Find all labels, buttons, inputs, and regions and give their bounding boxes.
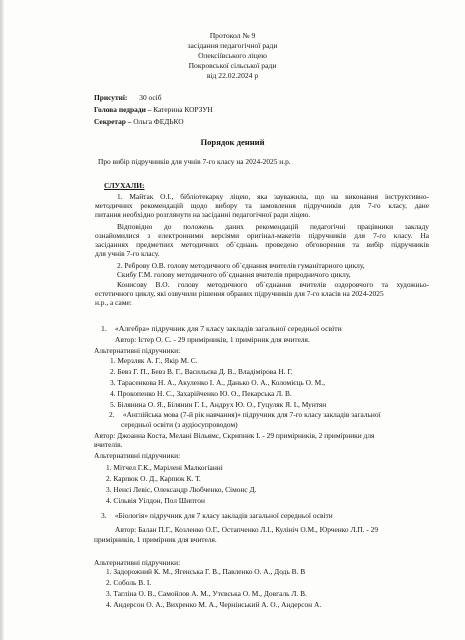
agenda-title: Порядок денний <box>200 137 265 147</box>
heard-p5-line-3: н.р., а саме: <box>95 298 132 307</box>
heard-p2-line-3: засіданнях предметних методичних об`єднань проведено обговорення та вибір підручників <box>95 240 429 249</box>
book-3-title: «Біологія» підручник для 7 класу закладів загальної середньої освіти <box>114 511 333 520</box>
secretary-row <box>94 117 184 126</box>
book-3-alt-label: Альтернативні підручники: <box>94 558 181 567</box>
heard-p2-line-2: ознайомилися з електронними версіями оригінал-макетів підручників для 7-го класу. На <box>95 231 429 240</box>
header-line-2: Олексіївського ліцею <box>198 51 267 60</box>
book-2-alt-2: 2. Карпюк О. Д., Карпюк К. Т. <box>106 474 201 483</box>
secretary-value: Ольга ФЕДЬКО <box>133 117 184 126</box>
heard-p3: 2. Реброву О.В. голову методичного об`єднання вчителів гуманітарного циклу, <box>117 261 365 270</box>
book-3-author-line-1: Автор: Балан П.Г., Козленко О.Г., Остапченко Л.І., Кулініч О.М., Юрченко Л.П. - 29 <box>115 525 379 534</box>
agenda-item: Про вибір підручників для учнів 7-го класу на 2024-2025 н.р. <box>98 157 291 166</box>
heard-p5-line-1: Конисову В.О. голову методичного об`єднання вчителів оздоровчого та художньо- <box>117 280 429 289</box>
book-3-alt-2: 2. Соболь В. І. <box>106 578 152 587</box>
book-1-alt-4: 4. Прокопенко Н. С., Захарійченко Ю. О., Пекарська Л. В. <box>110 389 292 398</box>
chair-row <box>94 105 213 114</box>
heard-p1-line-1: 1. Майтак О.І., бібліотекарку ліцею, яка зауважила, що на виконання інструктивно- <box>117 192 429 201</box>
book-2-title-line-2: середньої освіти (з аудіосупроводом) <box>121 420 238 429</box>
heard-p4: Скибу Г.М. голову методичного об`єднання вчителів природничого циклу, <box>117 270 351 279</box>
present-label: Присутні: <box>94 93 128 102</box>
book-2-alt-3: 3. Ненсі Левіс, Олександр Любченко, Сімонс Д. <box>106 485 257 494</box>
present-row <box>94 93 161 102</box>
book-1-alt-3: 3. Тарасенкова Н. А., Акуленко І. А., Данько О. А., Коломієць О. М., <box>110 378 325 387</box>
book-1-alt-2: 2. Бевз Г. П., Бевз В. Г., Васильєва Д. В., Владімірова Н. Г. <box>110 367 293 376</box>
book-2-author-line-2: вчителів. <box>94 440 123 449</box>
book-2-number: 2. <box>109 410 115 419</box>
heard-p2-line-1: Відповідно до положень даних рекомендацій педагогічні працівники закладу <box>117 222 429 231</box>
present-value: 30 осіб <box>139 93 162 102</box>
heard-p2-line-4: для учнів 7-го класу. <box>95 249 160 258</box>
book-2-title-row <box>109 410 381 419</box>
book-2-alt-1: 1. Мітчел Г.К., Марілені Малкогіанні <box>106 463 223 472</box>
scan-edge-shadow <box>0 0 4 640</box>
book-3-alt-1: 1. Задорожний К. М., Ягенська Г. В., Павленко О. А., Додь В. В <box>106 567 306 576</box>
book-2-author-line-1: Автор: Джоанна Коста, Мелані Вільямс, Скрипник І. - 29 примірників, 2 примірники для <box>94 431 375 440</box>
book-1-alt-1: 1. Мерзляк А. Г., Якір М. С. <box>110 356 198 365</box>
header-line-3: Покровської сільської ради <box>188 61 277 70</box>
book-3-title-row <box>101 511 333 520</box>
secretary-label: Секретар – <box>94 117 132 126</box>
book-1-title: «Алгебра» підручник для 7 класу закладів загальної середньої освіти <box>114 324 342 333</box>
book-2-title-line-1: «Англійська мова (7-й рік навчання)» підручник для 7-го класу закладів загальної <box>122 410 381 419</box>
heard-p1-line-3: питання необхідно розглянути на засіданні педагогічної ради ліцею. <box>95 210 311 219</box>
heard-p5-line-2: естетичного циклу, які озвучили рішення обраних підручників для 7-го класів на 2024-2025 <box>95 289 384 298</box>
book-1-alt-label: Альтернативні підручники: <box>94 346 181 355</box>
header-line-1: засідання педагогічної ради <box>187 41 278 50</box>
heard-label: СЛУХАЛИ: <box>104 181 145 190</box>
book-1-alt-5: 5. Білянина О. Я., Білянин Г. І., Андрух Ю. О., Гуцуляк Я. І., Мунтян <box>110 400 327 409</box>
book-3-alt-3: 3. Тагліна О. В., Самойлов А. М., Утєвська О. М., Довгаль Л. В. <box>106 589 307 598</box>
header-date: від 22.02.2024 р <box>206 71 259 80</box>
heard-p1-line-2: методичних рекомендацій щодо вибору та замовлення підручників для 7-го класу, дане <box>95 201 429 210</box>
book-2-alt-4: 4. Сільвія Уілдон, Пол Шиптон <box>106 496 205 505</box>
book-1-number: 1. <box>101 324 107 333</box>
protocol-title: Протокол № 9 <box>209 31 256 40</box>
chair-value: Катерина КОРЗУН <box>153 105 213 114</box>
book-1-author: Автор: Істер О. С. - 29 примірників, 1 примірник для вчителя. <box>115 335 310 344</box>
book-2-alt-label: Альтернативні підручники: <box>94 451 181 460</box>
book-3-alt-4: 4. Андерсон О. А., Вихренко М. А., Чернінський А. О., Андерсон А. <box>106 600 322 609</box>
book-3-author-line-2: примірників, 1 примірник для вчителя. <box>94 535 217 544</box>
book-3-number: 3. <box>101 511 107 520</box>
book-1-title-row <box>101 324 342 333</box>
chair-label: Голова педради – <box>94 105 152 114</box>
